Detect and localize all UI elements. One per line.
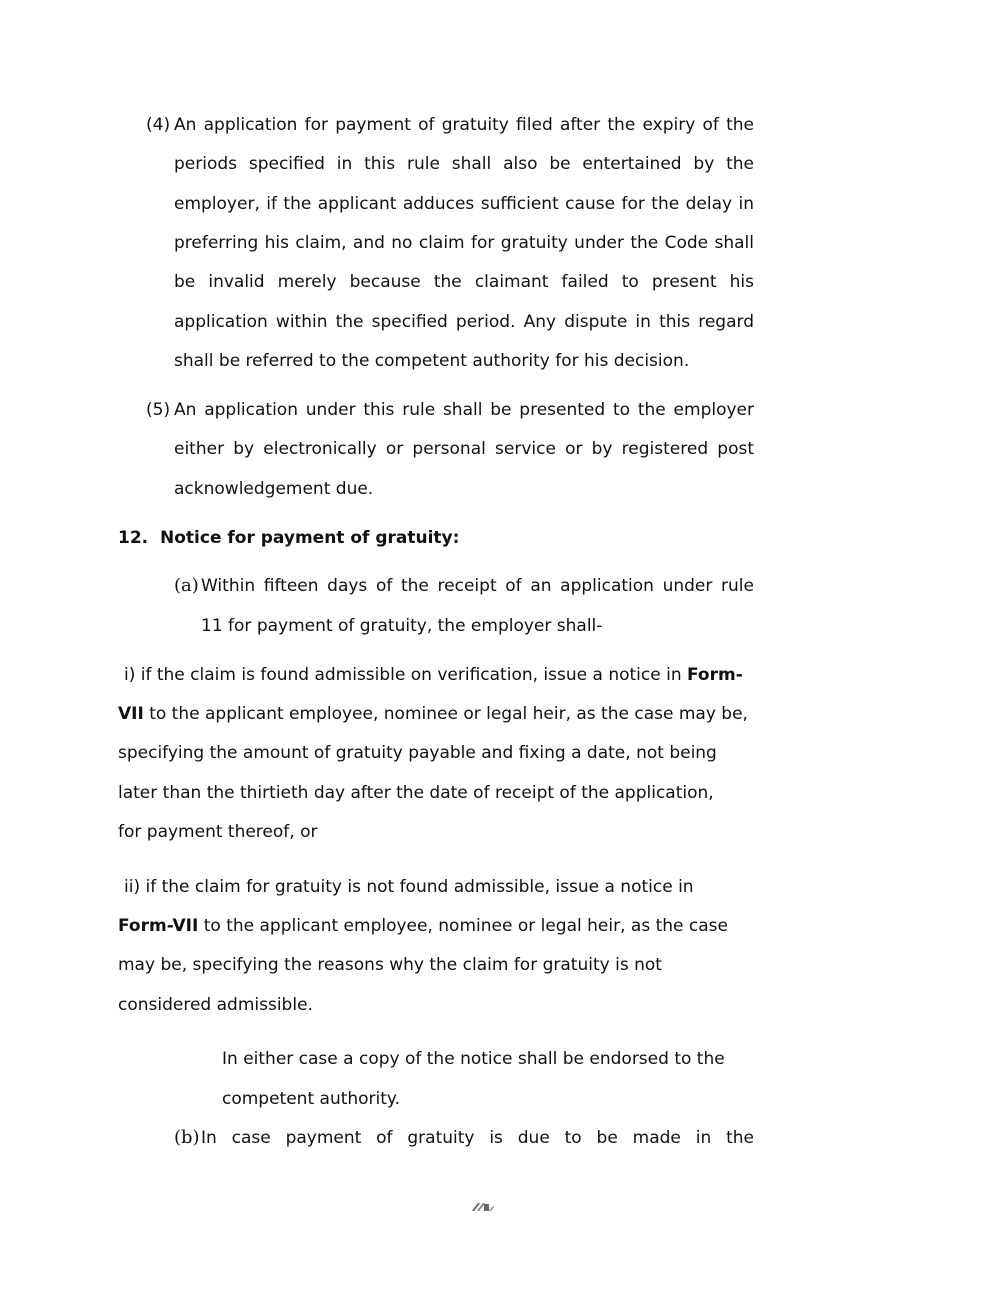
item-text: i) if the claim is found admissible on verification, issue a notice in: [124, 665, 687, 685]
form-reference: VII: [118, 704, 144, 724]
para-line: be invalid merely because the claimant failed to present his: [174, 272, 754, 292]
item-text: to the applicant employee, nominee or legal heir, as the case: [198, 916, 728, 936]
para-number: (4): [146, 115, 171, 135]
section-number: 12.: [118, 528, 149, 548]
form-reference: Form-VII: [118, 916, 199, 936]
item-line: for payment thereof, or: [118, 822, 318, 842]
para-number: (5): [146, 400, 171, 420]
para-line: An application for payment of gratuity filed after the expiry of the: [174, 115, 754, 135]
item-line: [124, 664, 743, 686]
para-line: acknowledgement due.: [174, 479, 374, 499]
section-title: Notice for payment of gratuity:: [160, 528, 460, 548]
item-line: may be, specifying the reasons why the claim for gratuity is not: [118, 955, 662, 975]
clause-line: 11 for payment of gratuity, the employer shall-: [201, 616, 603, 636]
clause-marker: (a): [174, 575, 199, 596]
item-line: ii) if the claim for gratuity is not found admissible, issue a notice in: [124, 877, 694, 897]
page-number-mark-icon: [471, 1202, 495, 1212]
para-line: shall be referred to the competent authority for his decision.: [174, 351, 690, 371]
note-line: In either case a copy of the notice shall be endorsed to the: [222, 1049, 725, 1069]
para-line: An application under this rule shall be presented to the employer: [174, 400, 754, 420]
form-reference: Form-: [687, 665, 743, 685]
clause-line: In case payment of gratuity is due to be made in the: [201, 1128, 754, 1148]
item-line: later than the thirtieth day after the date of receipt of the application,: [118, 783, 714, 803]
item-line: [118, 915, 728, 937]
item-line: [118, 703, 748, 725]
item-line: considered admissible.: [118, 995, 313, 1015]
para-line: employer, if the applicant adduces sufficient cause for the delay in: [174, 194, 754, 214]
para-line: either by electronically or personal service or by registered post: [174, 439, 754, 459]
para-line: application within the specified period. Any dispute in this regard: [174, 312, 754, 332]
para-line: periods specified in this rule shall also be entertained by the: [174, 154, 754, 174]
item-line: specifying the amount of gratuity payable and fixing a date, not being: [118, 743, 717, 763]
clause-line: Within fifteen days of the receipt of an application under rule: [201, 576, 754, 596]
para-line: preferring his claim, and no claim for gratuity under the Code shall: [174, 233, 754, 253]
item-text: to the applicant employee, nominee or legal heir, as the case may be,: [143, 704, 748, 724]
note-line: competent authority.: [222, 1089, 400, 1109]
clause-marker: (b): [174, 1127, 200, 1148]
